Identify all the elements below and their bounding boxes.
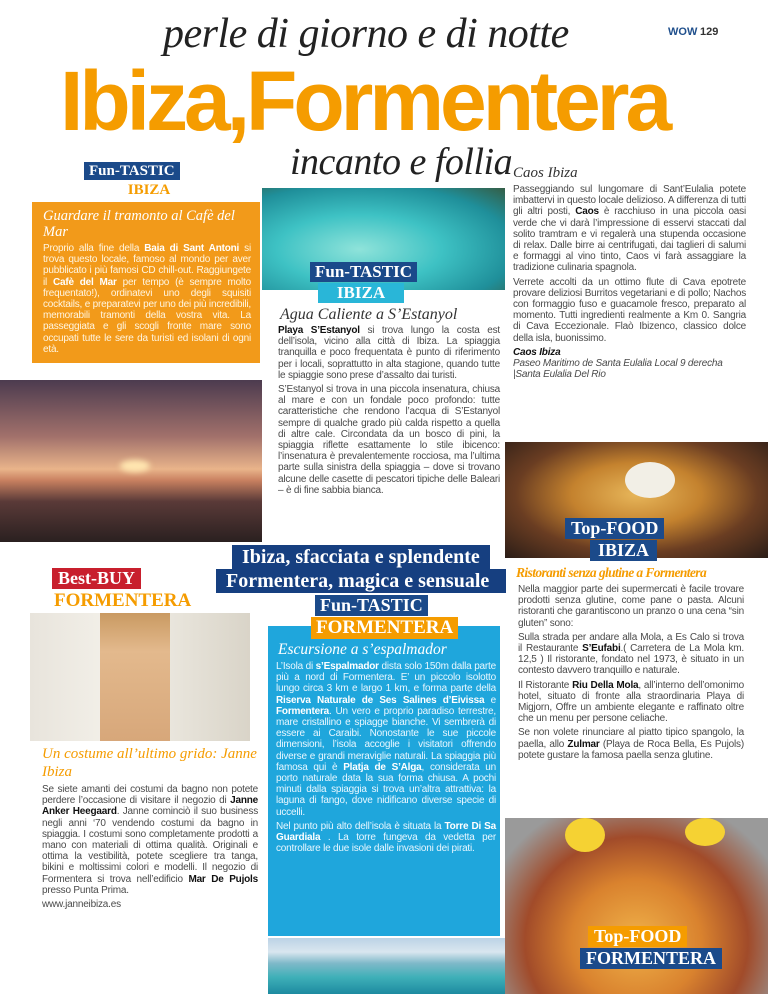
bold-name: Mar De Pujols: [188, 873, 258, 885]
badge-ibiza: IBIZA: [590, 540, 657, 561]
bold-name: Baia di Sant Antoni: [144, 243, 240, 254]
bold-name: Torre Di Sa Guardiala: [276, 820, 496, 844]
caos-name: Caos Ibiza: [513, 346, 561, 358]
badge-fun-tastic: Fun-TASTIC: [315, 595, 428, 616]
bold-name: Playa S’Estanyol: [278, 325, 360, 336]
model: [100, 613, 170, 741]
estanyol-p1: Playa S’Estanyol si trova lungo la costa est dell’isola, vicino alla città di Ibiza. La spiaggia tranquilla e poco frequentata è punto di riferimento per i locali, soprattutto in alta stagione, quando tutte le spiaggie sono prese d’assalto dai turisti.: [278, 325, 500, 381]
glutine-text: [518, 584, 744, 764]
janne-heading: Un costume all’ultimo grido: Janne Ibiza: [42, 746, 257, 780]
bikini-model-photo: [30, 613, 250, 741]
bold-name: Formentera: [276, 705, 330, 717]
badge-best-buy: Best-BUY: [52, 568, 141, 589]
espalmador-box: [268, 626, 500, 936]
bold-name: Platja de S’Alga: [343, 761, 422, 773]
glutine-p3: Il Ristorante Riu Della Mola, all’interno dell’omonimo hotel, situato di fronte alla straordinaria Playa di Migjorn, Offre un ambiente elegante e raffinato oltre che un menu per persone celiache.: [518, 679, 744, 725]
lemon: [685, 818, 725, 846]
caos-heading: Caos Ibiza: [513, 165, 578, 181]
badge-formentera: FORMENTERA: [311, 617, 458, 639]
bold-name: Riserva Naturale de Ses Salines d’Eivissa: [276, 694, 485, 706]
bold-name: Caos: [575, 206, 599, 218]
kicker-top: perle di giorno e di notte: [163, 11, 569, 57]
magazine-name: WOW: [668, 26, 698, 38]
island-photo: [268, 938, 505, 994]
caos-address: Paseo Maritimo de Santa Eulalia Local 9 derecha |Santa Eulalia Del Rio: [513, 358, 723, 381]
sun: [120, 460, 150, 472]
badge-formentera: FORMENTERA: [48, 590, 197, 612]
caos-p1: Passeggiando sul lungomare di Sant’Eulalia potete imbattervi in questo locale delizioso. A differenza di tutti gli altri posti, Caos è racchiuso in una piccola oasi verde che vi darà l’impressione di esservi staccati dal solito tramtram e vi regalerà una stupenda occasione di relax. Dalle birre ai centrifugati, dai taglieri di salumi e formaggi al vino tinto, Caos vi farà assaggiare la tradizione culinaria spagnola.: [513, 184, 746, 274]
glutine-p1: Nella maggior parte dei supermercati è facile trovare prodotti senza glutine, come pane o pasta. Alcuni ristoranti che garantiscono un pranzo o una cena “sin gluten” sono:: [518, 584, 744, 629]
bold-name: s’Espalmador: [315, 661, 379, 672]
badge-fun-tastic: Fun-TASTIC: [84, 162, 180, 180]
espalmador-p2: Nel punto più alto dell’isola è situata la Torre Di Sa Guardiala . La torre fungeva da vedetta per controllare le due isole dalle invasioni dei pirati.: [276, 820, 496, 855]
banner-ibiza: Ibiza, sfacciata e splendente: [232, 545, 490, 569]
bold-name: Riu Della Mola: [572, 679, 639, 691]
janne-website-link[interactable]: www.janneibiza.es: [42, 899, 121, 911]
page-title: Ibiza,Formentera: [60, 54, 669, 148]
bold-name: Cafè del Mar: [52, 276, 117, 288]
badge-ibiza: IBIZA: [90, 181, 208, 199]
cafe-heading: Guardare il tramonto al Cafè del Mar: [43, 208, 235, 240]
janne-text: [42, 784, 258, 913]
bold-name: Zulmar: [567, 738, 600, 750]
bold-name: S’Eufabi: [582, 643, 621, 655]
espalmador-p1: L’Isola di s’Espalmador dista solo 150m dalla parte più a nord di Formentera. E’ un piccolo isolotto lungo circa 3 km e largo 1 km, e forma parte della Riserva Naturale de Ses Salines d’Eivissa e Formentera. Un vero e proprio paradiso terrestre, mare cristallino e spiagge bianche. Vi sembrerà di essere ai Caraibi. Nonostante le sue piccole dimensioni, l’isola accoglie i visitatori offrendo diverse e grandi meraviglie naturali. La spiaggia più famosa qui è Platja de S’Alga, considerata un porto naturale data la sua forma chiusa. A pochi minuti dalla spiaggia si trova un’altra attrattiva: la laguna di fango, dove nidificano diverse specie di uccelli.: [276, 661, 497, 818]
badge-fun-tastic: Fun-TASTIC: [310, 262, 417, 282]
banner-formentera: Formentera, magica e sensuale: [216, 569, 506, 593]
janne-p1: Se siete amanti dei costumi da bagno non potete perdere l’occasione di visitare il negozio di Janne Anker Heegaard. Janne cominciò il suo business negli anni ‘70 vendendo costumi da bagno in spiaggia. I costumi sono completamente prodotti a mano con materiali di ottima qualità. Originali e ottima la vestibilità, potete scegliere tra tanga, bikini e moltissimi colori e modelli. Il negozio di Formentera si trova nell’edificio Mar De Pujols presso Punta Prima.: [42, 784, 258, 896]
estanyol-text: [278, 325, 500, 499]
glutine-p4: Se non volete rinunciare al piatto tipico spangolo, la paella, allo Zulmar (Playa de Roca Bella, Es Pujols) potete gustare la famosa paella senza glutine.: [518, 727, 744, 761]
kicker-bottom: incanto e follia: [290, 141, 513, 183]
page-number: 129: [700, 26, 719, 38]
badge-top-food: Top-FOOD: [588, 926, 687, 947]
lemon: [565, 818, 605, 852]
bold-name: Janne Anker Heegaard: [42, 795, 258, 818]
estanyol-p2: S’Estanyol si trova in una piccola insenatura, chiusa al mare e con un fondale poco profondo: tutte caratteristiche che rendono l’acqua di S’Estanyol sempre di qualche grado più calda rispetto a quella di altre cale. Circondata da un bosco di pini, la spiaggia riflette esattamente lo stile ibicenco: l’insenatura è prevalentemente rocciosa, ma l’ultima parte sulla sinistra della spiaggia – dove si trovano alcune delle casette di pescatori tipiche delle Baleari – è di fine sabbia bianca.: [278, 384, 500, 496]
espalmador-text: [276, 661, 496, 857]
badge-ibiza: IBIZA: [318, 283, 404, 303]
glutine-p2: Sulla strada per andare alla Mola, a Es Calo si trova il Restaurante S’Eufabi.( Carretera de La Mola km. 12,5 ) Il ristorante, fondato nel 1973, è situato in un contesto davvero tranquillo e naturale.: [518, 631, 744, 677]
caos-p2: Verrete accolti da un ottimo flute di Cava epotrete provare deliziosi Burritos vegetariani e di pollo; Nachos con formaggio fuso e guacamole fresco, preparato al momento. Tutti ingredienti realmente a Km 0. Sangria di Cava Eccezionale. Flaò Ibizenco, classico dolce della isla, buonissimo.: [513, 276, 746, 344]
espalmador-heading: Escursione a s’espalmador: [278, 641, 447, 658]
sunset-photo: [0, 380, 262, 542]
estanyol-heading: Agua Caliente a S’Estanyol: [280, 306, 458, 323]
badge-formentera: FORMENTERA: [580, 948, 722, 969]
cafe-text: Proprio alla fine della Baia di Sant Antoni si trova questo locale, famoso al mondo per aver pubblicato i più famosi CD chill-out. Raggiungete il Cafè del Mar per tempo (è sempre molto frequentato!), ordinatevi uno degli squisiti cocktails, e preparatevi per uno dei più incredibili, memorabili tramonti della vostra vita. La passeggiata e gli scogli fronte mare sono occupati tutte le sere da turisti ed isolani di ogni età.: [43, 243, 252, 355]
badge-top-food: Top-FOOD: [565, 518, 664, 539]
cafe-del-mar-box: [32, 202, 260, 363]
caos-text: [513, 184, 746, 383]
sour-cream: [625, 462, 675, 498]
glutine-heading: Ristoranti senza glutine a Formentera: [516, 565, 707, 580]
